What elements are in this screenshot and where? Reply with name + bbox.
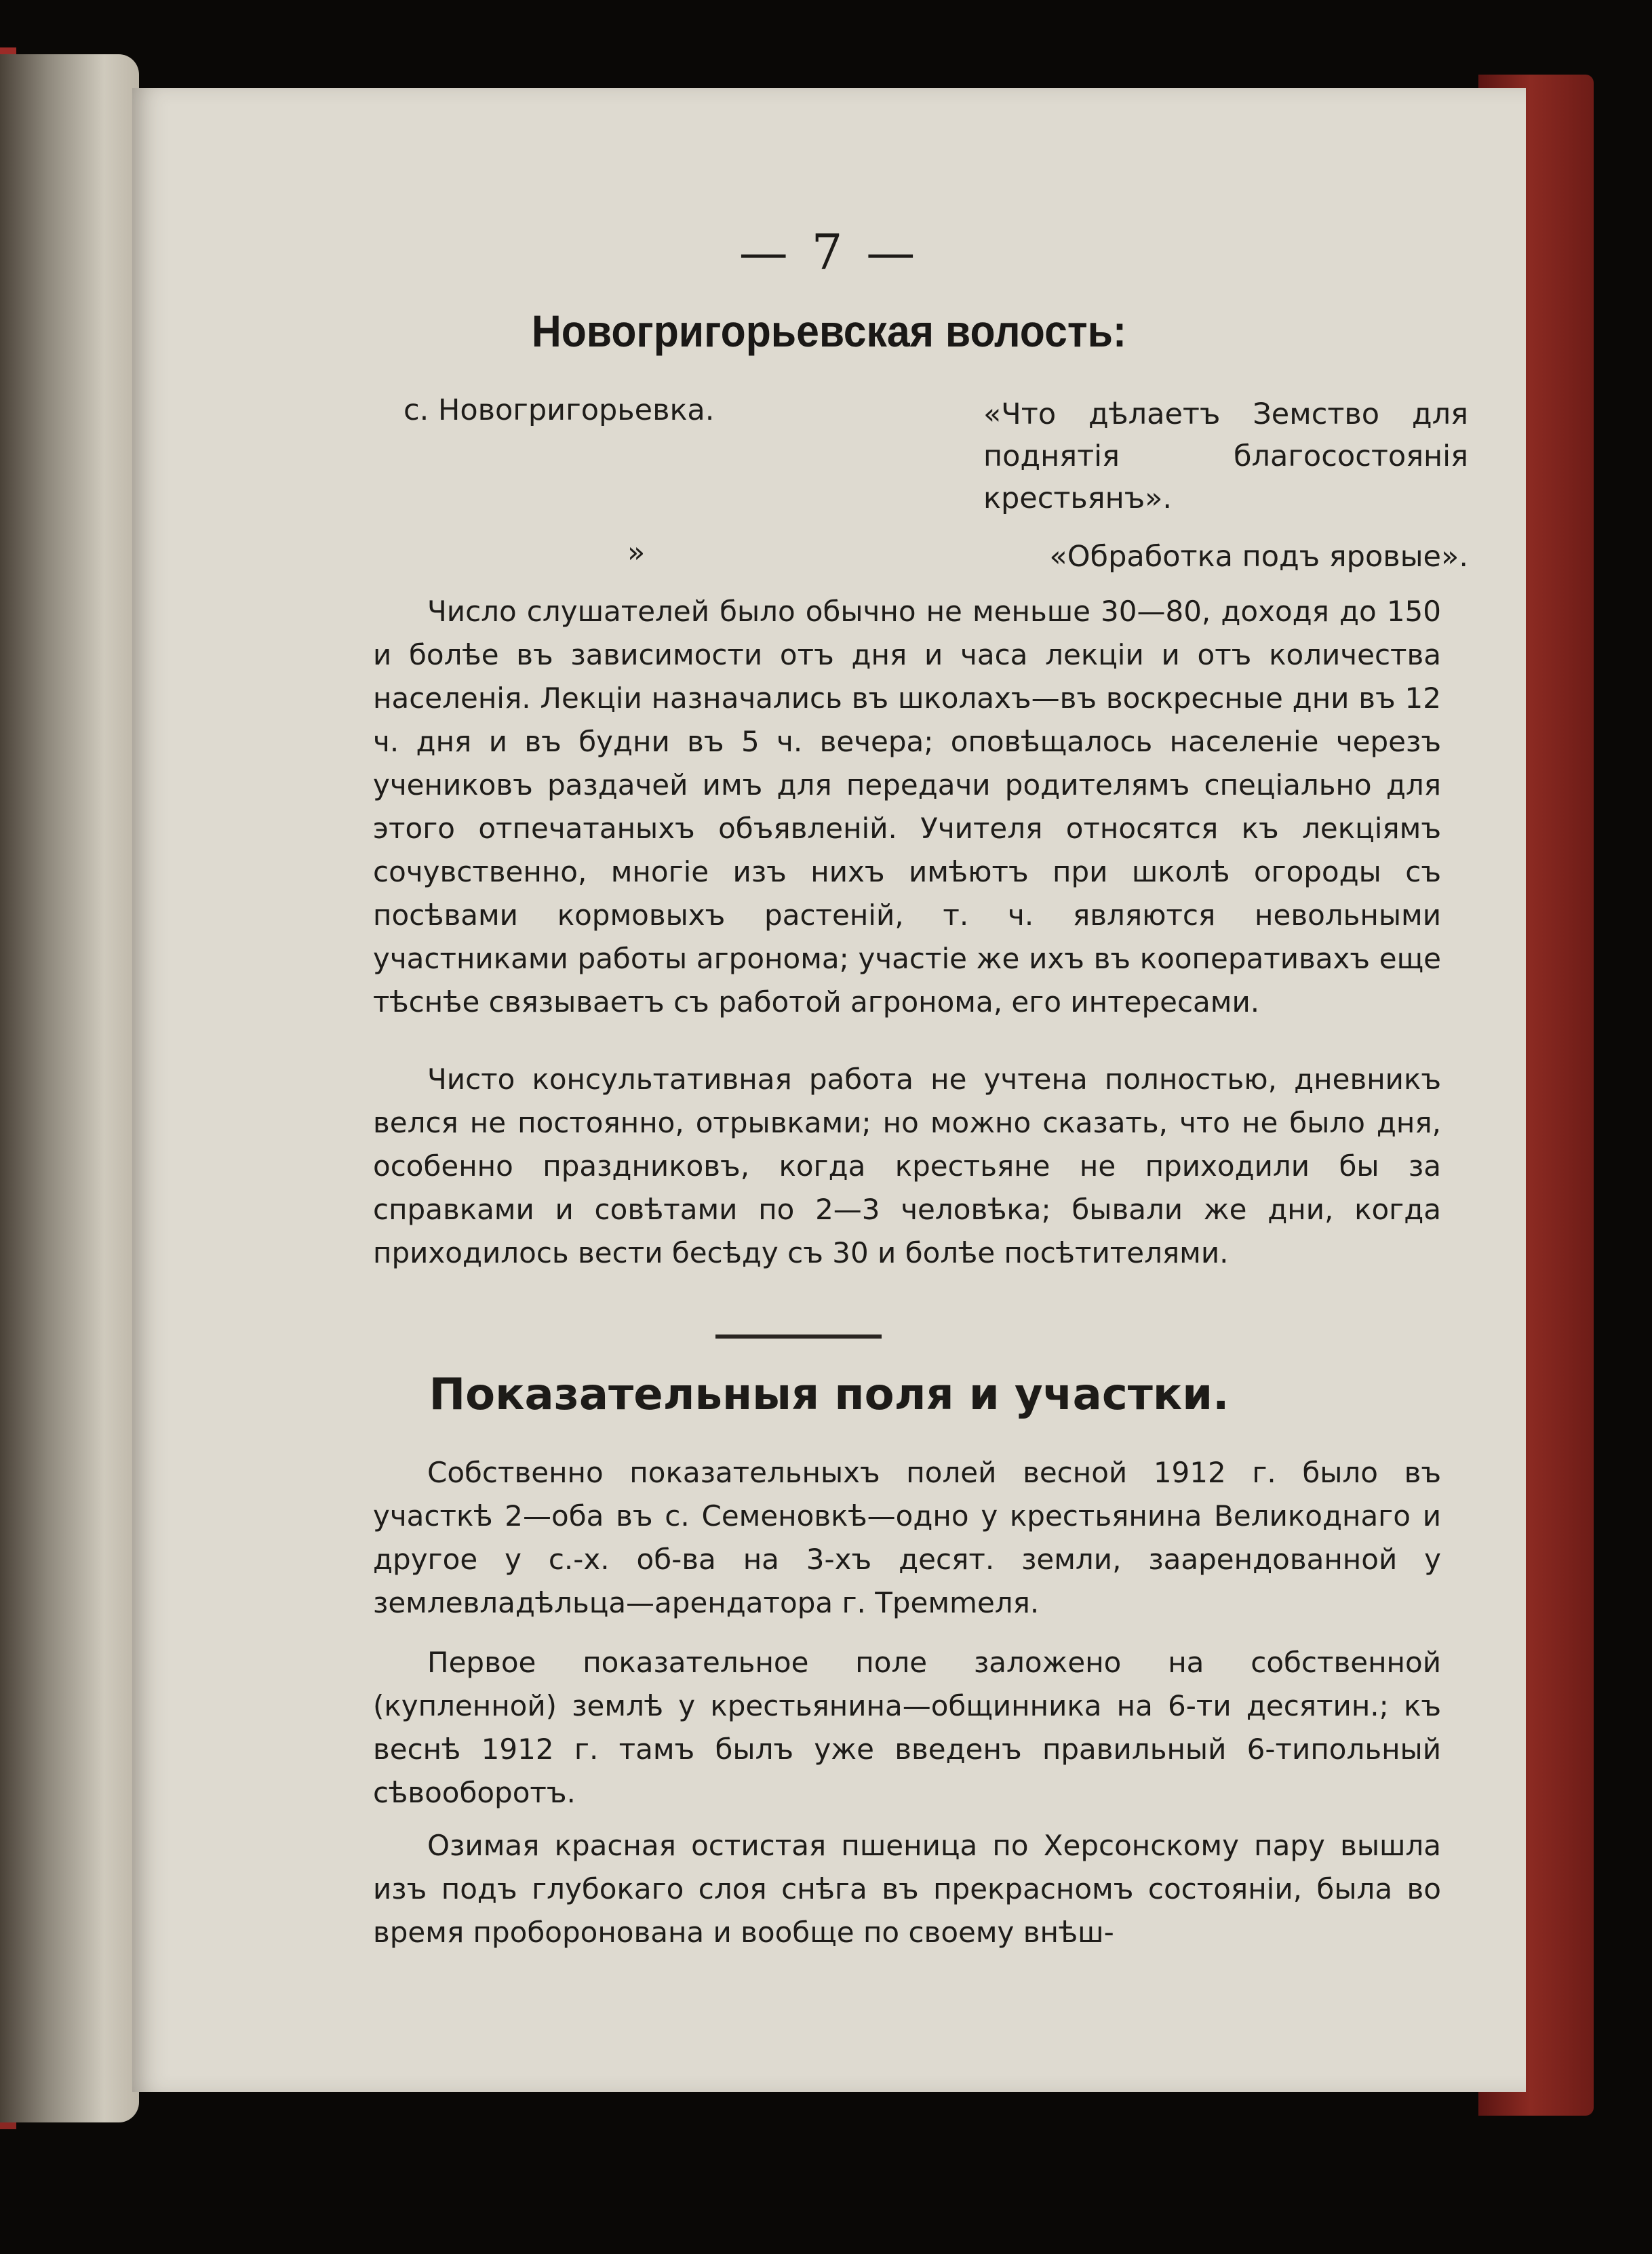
paragraph: Чисто консультативная работа не учтена полностью, дневникъ велся не постоянно, отрывками; но можно сказать, что не было дня, особенно праздниковъ, когда крестьяне не приходили бы за справками и совѣтами по 2—3 человѣка; бывали же дни, когда приходилось вести бесѣду съ 30 и болѣе посѣтителями. [373,1063,1441,1269]
paragraph: Число слушателей было обычно не меньше 30—80, доходя до 150 и болѣе въ зависимости отъ дня и часа лекціи и отъ количества населенія. Лекціи назначались въ школахъ—въ воскресные дни въ 12 ч. дня и въ будни въ 5 ч. вечера; оповѣщалось населеніе черезъ учениковъ раздачей имъ для передачи родителямъ спеціально для этого отпечатаныхъ объявленій. Учителя относятся къ лекціямъ сочувственно, многіе изъ нихъ имѣютъ при школѣ огороды съ посѣвами кормовыхъ растеній, т. ч. являются невольными участниками работы агронома; участіе же ихъ въ кооперативахъ еще тѣснѣе связываетъ съ работой агронома, его интересами. [373,595,1441,1019]
section-divider [715,1334,882,1339]
lecture-title: «Обработка подъ яровые». [1049,540,1468,574]
left-page-edge [0,54,139,2122]
book-page [132,88,1526,2092]
section-heading-volost: Новогригорьевская волость: [531,306,1127,356]
section-heading-fields: Показательныя поля и участки. [429,1370,1230,1420]
paragraph: Первое показательное поле заложено на собственной (купленной) землѣ у крестьянина—общинника на 6-ти десятин.; къ веснѣ 1912 г. тамъ былъ уже введенъ правильный 6-типольный сѣвооборотъ. [373,1646,1441,1809]
lecture-place: » [627,536,646,570]
lecture-title: «Что дѣлаетъ Земство для поднятія благосостоянія крестьянъ». [983,397,1468,515]
paragraph: Собственно показательныхъ полей весной 1912 г. было въ участкѣ 2—оба въ с. Семеновкѣ—одно у крестьянина Великоднаго и другое у с.-х. об-ва на 3-хъ десят. земли, заарендованной у землевладѣльца—арендатора г. Тремmеля. [373,1456,1441,1619]
paragraph: Озимая красная остистая пшеница по Херсонскому пару вышла изъ подъ глубокаго слоя снѣга въ прекрасномъ состояніи, была во время пробороновaна и вообще по своему внѣш- [373,1829,1441,1949]
lecture-place: с. Новогригорьевка. [404,393,715,427]
page-number: — 7 — [739,224,920,281]
